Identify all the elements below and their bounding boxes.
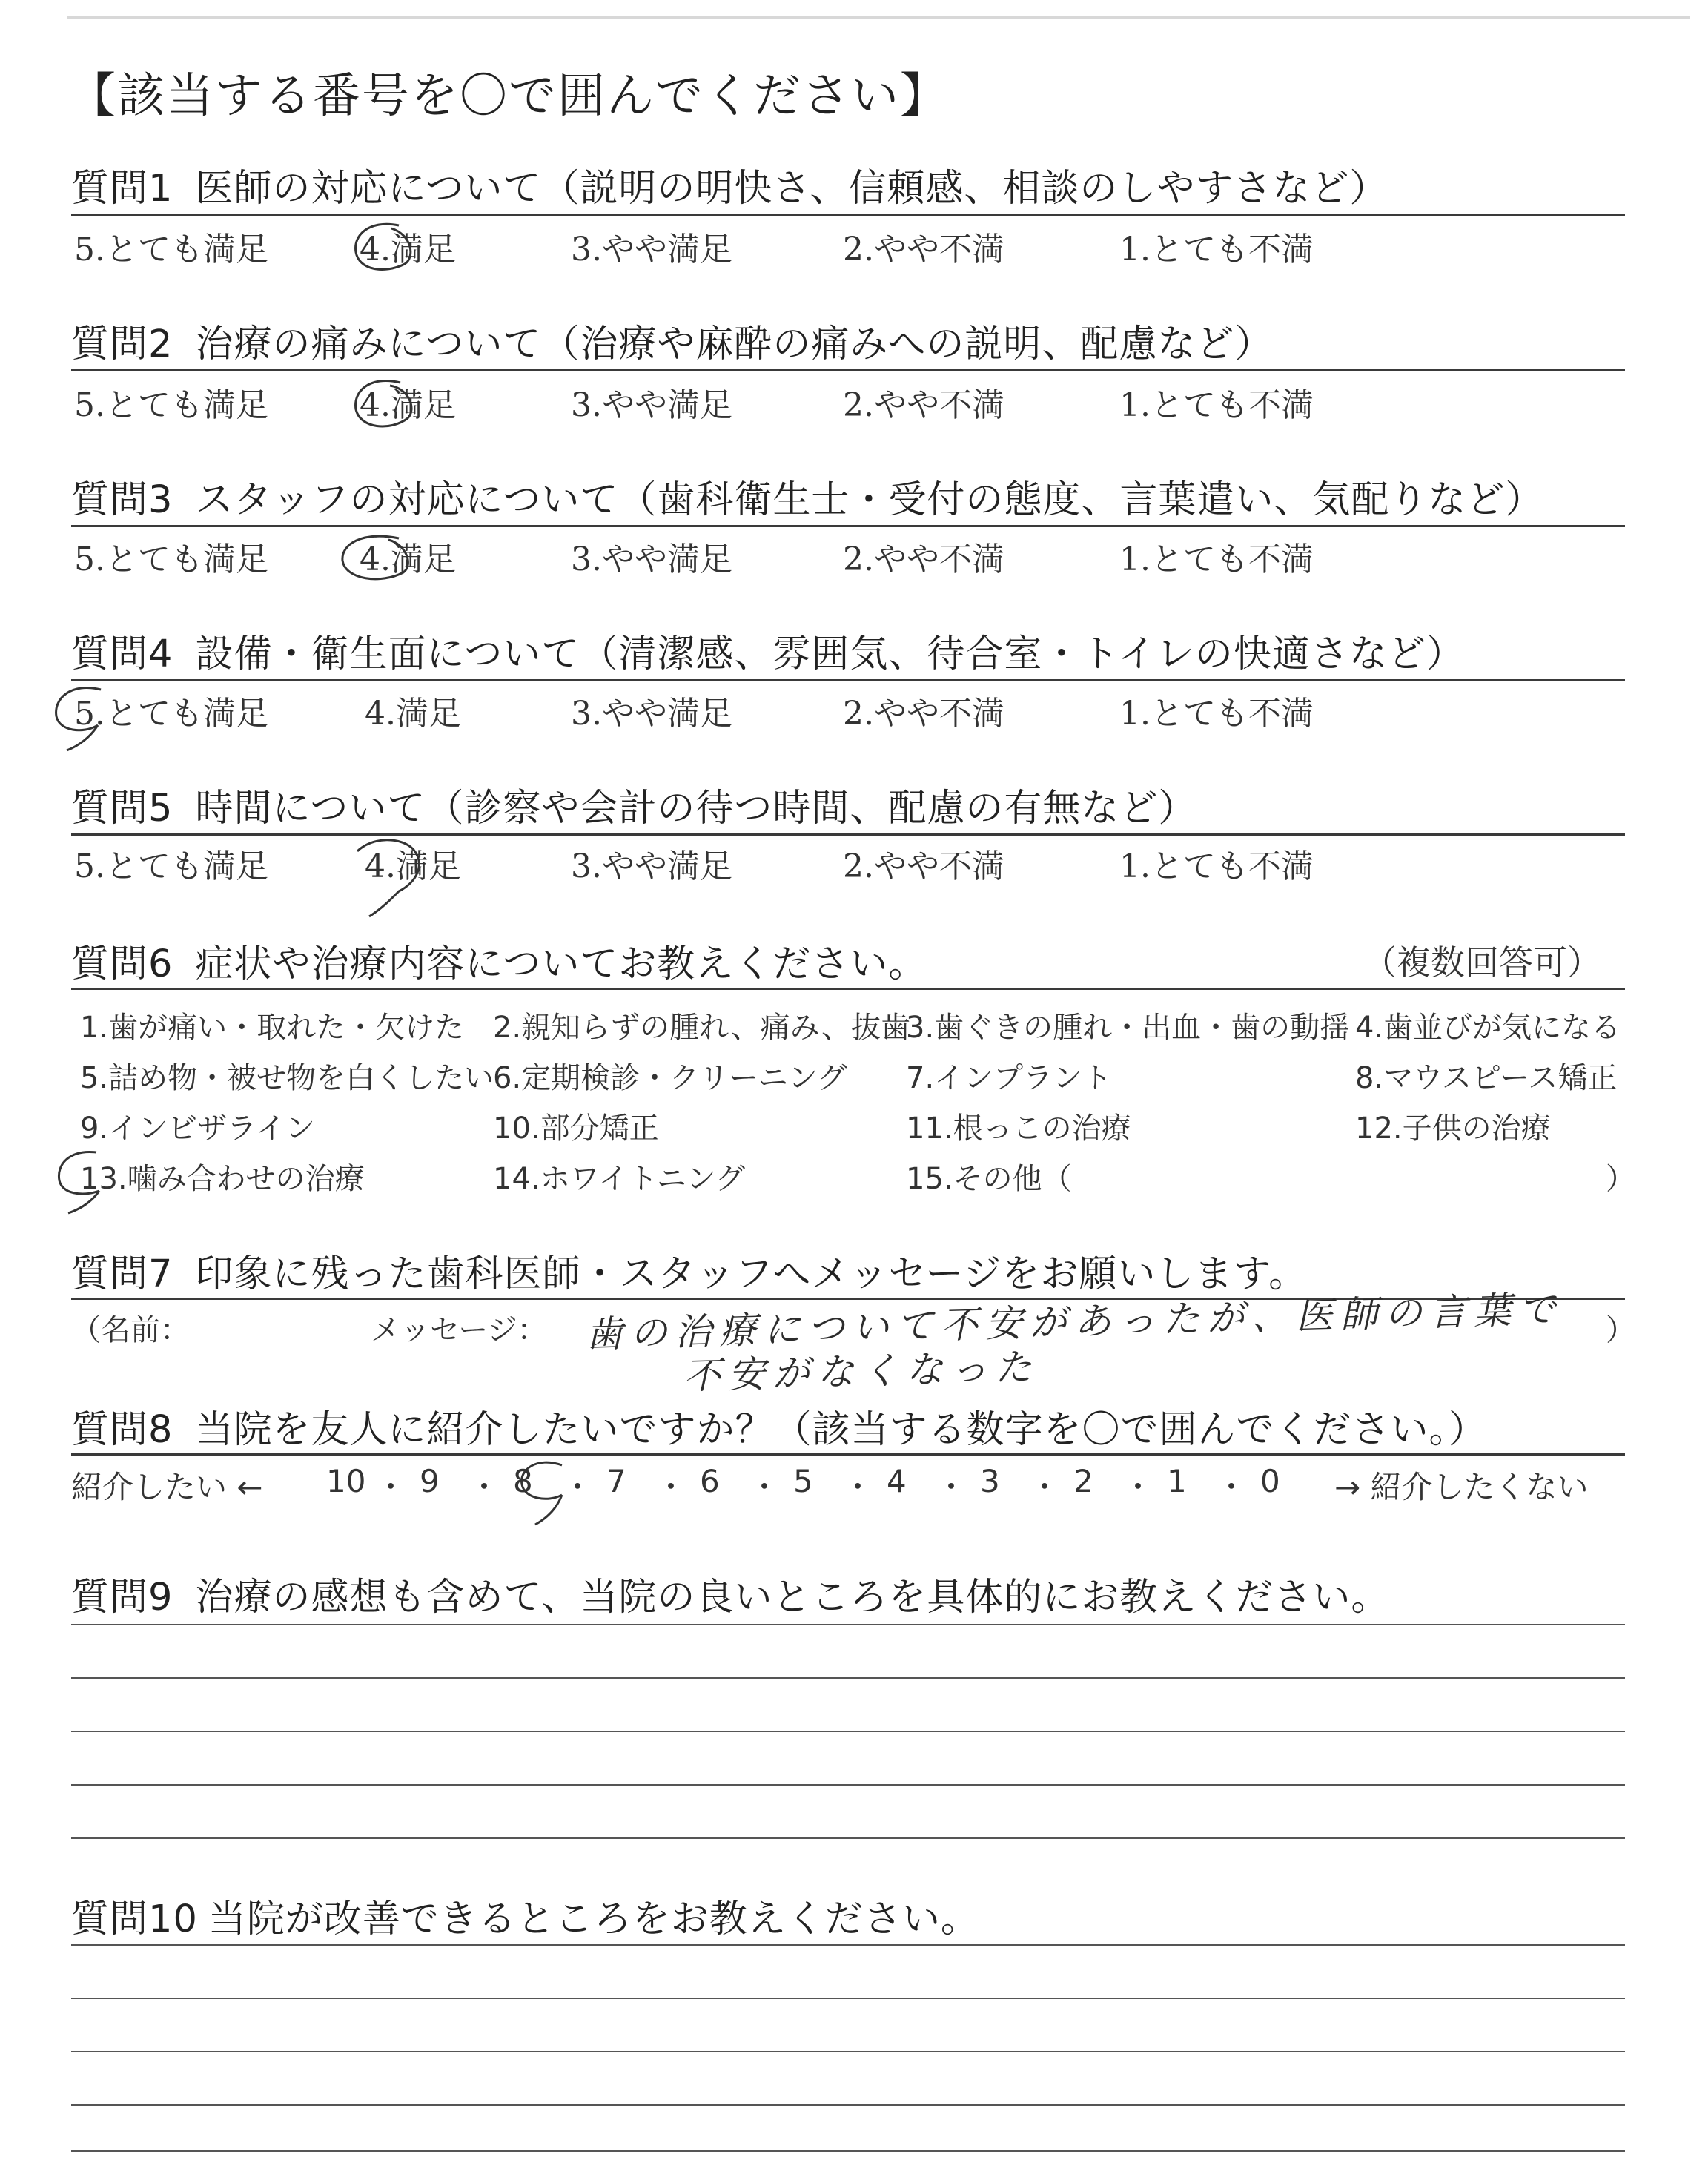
q3-option-5[interactable]: 5.とても満足 bbox=[74, 541, 268, 578]
q1-rule bbox=[71, 214, 1625, 216]
q6-option-10[interactable]: 10.部分矯正 bbox=[493, 1112, 659, 1146]
q10-answer-line[interactable] bbox=[71, 2104, 1625, 2106]
q5-option-4[interactable]: 4.満足 bbox=[365, 848, 461, 885]
q5-title bbox=[71, 777, 1196, 832]
q8-scale-8[interactable]: 8 bbox=[513, 1463, 533, 1499]
q6-title bbox=[71, 933, 927, 988]
q6-option-9[interactable]: 9.インビザライン bbox=[80, 1112, 315, 1146]
q6-option-1[interactable]: 1.歯が痛い・取れた・欠けた bbox=[80, 1011, 465, 1045]
q8-scale-separator: ・ bbox=[375, 1469, 407, 1505]
q8-scale-7[interactable]: 7 bbox=[606, 1463, 626, 1499]
q5-option-5[interactable]: 5.とても満足 bbox=[74, 848, 268, 885]
q4-option-4[interactable]: 4.満足 bbox=[365, 695, 461, 733]
q8-scale-1[interactable]: 1 bbox=[1167, 1463, 1187, 1499]
q2-option-4[interactable]: 4.満足 bbox=[360, 386, 456, 424]
q8-scale-0[interactable]: 0 bbox=[1260, 1463, 1280, 1499]
q9-answer-line[interactable] bbox=[71, 1837, 1625, 1839]
q6-option-3[interactable]: 3.歯ぐきの腫れ・出血・歯の動揺 bbox=[906, 1011, 1350, 1045]
q6-option-11[interactable]: 11.根っこの治療 bbox=[906, 1112, 1131, 1146]
q4-option-1[interactable]: 1.とても不満 bbox=[1119, 695, 1314, 733]
q10-title bbox=[71, 1888, 979, 1943]
q6-option-15[interactable]: 15.その他（ bbox=[906, 1162, 1072, 1196]
q2-option-5[interactable]: 5.とても満足 bbox=[74, 386, 268, 424]
q7-close-paren: ） bbox=[1606, 1313, 1635, 1347]
q6-option-14[interactable]: 14.ホワイトニング bbox=[493, 1162, 746, 1196]
q1-option-2[interactable]: 2.やや不満 bbox=[843, 231, 1004, 268]
q8-scale-6[interactable]: 6 bbox=[700, 1463, 720, 1499]
q8-scale-separator: ・ bbox=[562, 1469, 594, 1505]
q4-option-2[interactable]: 2.やや不満 bbox=[843, 695, 1004, 733]
q8-scale-separator: ・ bbox=[749, 1469, 781, 1505]
q9-answer-line[interactable] bbox=[71, 1624, 1625, 1625]
q8-rule bbox=[71, 1453, 1625, 1456]
q6-option-12[interactable]: 12.子供の治療 bbox=[1355, 1112, 1551, 1146]
q5-number: 質問5 bbox=[71, 787, 173, 830]
q2-rule bbox=[71, 369, 1625, 371]
q3-text: スタッフの対応について（歯科衛生士・受付の態度、言葉遣い、気配りなど） bbox=[195, 478, 1544, 522]
q7-handwritten-message-line2: 不安がなくなった bbox=[683, 1345, 1040, 1398]
q2-option-3[interactable]: 3.やや満足 bbox=[571, 386, 732, 424]
q3-option-2[interactable]: 2.やや不満 bbox=[843, 541, 1004, 578]
q7-title bbox=[71, 1243, 1307, 1298]
q1-option-3[interactable]: 3.やや満足 bbox=[571, 231, 732, 268]
q8-scale-9[interactable]: 9 bbox=[420, 1463, 440, 1499]
q1-title bbox=[71, 157, 1388, 212]
q6-rule bbox=[71, 988, 1625, 990]
q8-scale-separator: ・ bbox=[655, 1469, 687, 1505]
q9-answer-line[interactable] bbox=[71, 1677, 1625, 1679]
q3-option-3[interactable]: 3.やや満足 bbox=[571, 541, 732, 578]
q5-option-3[interactable]: 3.やや満足 bbox=[571, 848, 732, 885]
q4-text: 設備・衛生面について（清潔感、雰囲気、待合室・トイレの快適さなど） bbox=[195, 633, 1465, 676]
q4-option-5[interactable]: 5.とても満足 bbox=[74, 695, 268, 733]
q9-answer-line[interactable] bbox=[71, 1784, 1625, 1786]
q2-option-2[interactable]: 2.やや不満 bbox=[843, 386, 1004, 424]
form-heading: 【該当する番号を〇で囲んでください】 bbox=[68, 69, 949, 124]
q5-option-1[interactable]: 1.とても不満 bbox=[1119, 848, 1314, 885]
q2-option-1[interactable]: 1.とても不満 bbox=[1119, 386, 1314, 424]
q1-option-1[interactable]: 1.とても不満 bbox=[1119, 231, 1314, 268]
q3-option-4[interactable]: 4.満足 bbox=[360, 541, 456, 578]
q5-rule bbox=[71, 833, 1625, 836]
q8-scale-3[interactable]: 3 bbox=[980, 1463, 1000, 1499]
q8-number: 質問8 bbox=[71, 1408, 173, 1452]
q8-right-label: → 紹介したくない bbox=[1334, 1469, 1589, 1505]
q8-scale-separator: ・ bbox=[1029, 1469, 1061, 1505]
q6-option-2[interactable]: 2.親知らずの腫れ、痛み、抜歯 bbox=[493, 1011, 910, 1045]
q8-scale-5[interactable]: 5 bbox=[793, 1463, 813, 1499]
q8-scale-separator: ・ bbox=[936, 1469, 967, 1505]
q8-scale-separator: ・ bbox=[1122, 1469, 1154, 1505]
q4-rule bbox=[71, 679, 1625, 681]
q7-text: 印象に残った歯科医師・スタッフへメッセージをお願いします。 bbox=[195, 1252, 1308, 1296]
q4-number: 質問4 bbox=[71, 633, 173, 676]
q2-title bbox=[71, 313, 1273, 368]
q3-option-1[interactable]: 1.とても不満 bbox=[1119, 541, 1314, 578]
q8-title bbox=[71, 1398, 1487, 1453]
q8-text: 当院を友人に紹介したいですか？（該当する数字を〇で囲んでください。） bbox=[195, 1408, 1487, 1452]
top-border bbox=[67, 16, 1690, 19]
q8-left-label: 紹介したい ← bbox=[71, 1469, 263, 1505]
q6-text: 症状や治療内容についてお教えください。 bbox=[195, 942, 927, 986]
q1-option-4[interactable]: 4.満足 bbox=[360, 231, 456, 268]
q9-answer-line[interactable] bbox=[71, 1731, 1625, 1732]
q10-answer-line[interactable] bbox=[71, 2051, 1625, 2052]
q9-text: 治療の感想も含めて、当院の良いところを具体的にお教えください。 bbox=[195, 1576, 1390, 1619]
q8-scale-separator: ・ bbox=[1216, 1469, 1248, 1505]
q7-message-label: メッセージ： bbox=[371, 1313, 547, 1347]
q7-number: 質問7 bbox=[71, 1252, 173, 1296]
q6-option-4[interactable]: 4.歯並びが気になる bbox=[1355, 1011, 1621, 1045]
q6-option-5[interactable]: 5.詰め物・被せ物を白くしたい bbox=[80, 1061, 494, 1095]
q7-name-label[interactable]: （名前： bbox=[71, 1313, 190, 1347]
q6-option-6[interactable]: 6.定期検診・クリーニング bbox=[493, 1061, 847, 1095]
q4-title bbox=[71, 623, 1465, 678]
q8-scale-4[interactable]: 4 bbox=[887, 1463, 907, 1499]
q8-scale-2[interactable]: 2 bbox=[1073, 1463, 1093, 1499]
q8-scale-separator: ・ bbox=[469, 1469, 500, 1505]
q6-multiple-note: （複数回答可） bbox=[1363, 942, 1601, 982]
q5-text: 時間について（診察や会計の待つ時間、配慮の有無など） bbox=[195, 787, 1197, 830]
q3-title bbox=[71, 469, 1543, 524]
q10-text: 当院が改善できるところをお教えください。 bbox=[208, 1898, 979, 1941]
q10-answer-line[interactable] bbox=[71, 2150, 1625, 2152]
q1-number: 質問1 bbox=[71, 167, 173, 211]
q2-number: 質問2 bbox=[71, 323, 173, 366]
q3-number: 質問3 bbox=[71, 478, 173, 522]
q6-option-8[interactable]: 8.マウスピース矯正 bbox=[1355, 1061, 1618, 1095]
q7-handwritten-message-line1: 歯の治療について不安があったが、医師の言葉で bbox=[585, 1287, 1563, 1356]
q5-option-2[interactable]: 2.やや不満 bbox=[843, 848, 1004, 885]
q4-option-3[interactable]: 3.やや満足 bbox=[571, 695, 732, 733]
q1-text: 医師の対応について（説明の明快さ、信頼感、相談のしやすさなど） bbox=[195, 167, 1388, 211]
q8-scale-separator: ・ bbox=[842, 1469, 874, 1505]
q6-option-7[interactable]: 7.インプラント bbox=[906, 1061, 1113, 1095]
q10-number: 質問10 bbox=[71, 1898, 198, 1941]
q10-answer-line[interactable] bbox=[71, 1944, 1625, 1946]
q9-title bbox=[71, 1566, 1389, 1621]
q1-option-5[interactable]: 5.とても満足 bbox=[74, 231, 268, 268]
q6-option-15-close: ） bbox=[1606, 1162, 1635, 1196]
q10-answer-line[interactable] bbox=[71, 1998, 1625, 1999]
q6-number: 質問6 bbox=[71, 942, 173, 986]
q8-scale-10[interactable]: 10 bbox=[326, 1463, 366, 1499]
q9-number: 質問9 bbox=[71, 1576, 173, 1619]
q2-text: 治療の痛みについて（治療や麻酔の痛みへの説明、配慮など） bbox=[195, 323, 1274, 366]
q6-option-13[interactable]: 13.噛み合わせの治療 bbox=[80, 1162, 365, 1196]
q3-rule bbox=[71, 525, 1625, 527]
